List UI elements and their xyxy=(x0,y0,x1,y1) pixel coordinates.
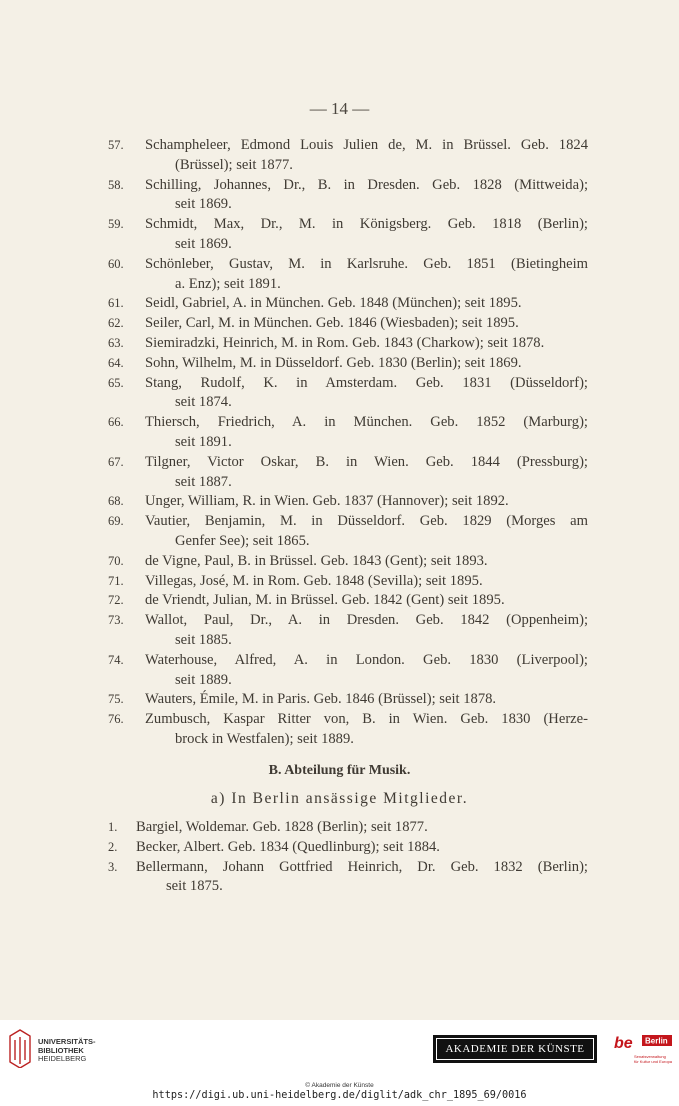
entry-line: seit 1869. xyxy=(175,235,232,252)
list-item xyxy=(108,255,588,295)
entry-text xyxy=(136,838,588,858)
svg-text:Senatsverwaltung: Senatsverwaltung xyxy=(634,1054,666,1059)
list-item xyxy=(108,334,588,354)
entry-text xyxy=(145,512,588,552)
entry-number: 65. xyxy=(108,375,124,390)
svg-text:für Kultur und Europa: für Kultur und Europa xyxy=(634,1059,673,1064)
entry-number: 75. xyxy=(108,692,124,707)
university-library-name: UNIVERSITÄTS- BIBLIOTHEK HEIDELBERG xyxy=(38,1037,96,1063)
entry-line: Wauters, Émile, M. in Paris. Geb. 1846 (Brüssel); seit 1878. xyxy=(145,691,497,708)
page-number: — 14 — xyxy=(309,99,370,118)
entry-line: Schampheleer, Edmond Louis Julien de, M. in Brüssel. Geb. 1824 xyxy=(145,137,588,153)
list-item xyxy=(108,651,588,691)
entry-text xyxy=(145,374,588,414)
entry-number: 76. xyxy=(108,712,124,727)
entry-text xyxy=(145,572,588,592)
section-heading-music: B. Abteilung für Musik. xyxy=(268,763,411,778)
entry-text xyxy=(145,314,588,334)
entry-text xyxy=(145,552,588,572)
entry-number: 72. xyxy=(108,593,124,608)
list-item xyxy=(108,838,588,858)
entry-number: 70. xyxy=(108,553,124,568)
member-list-art xyxy=(108,136,588,750)
list-item xyxy=(108,413,588,453)
entry-number: 67. xyxy=(108,454,124,469)
entry-number: 2. xyxy=(108,839,118,854)
entry-line: (Brüssel); seit 1877. xyxy=(175,156,293,173)
subsection-heading-berlin-members: a) In Berlin ansässige Mitglieder. xyxy=(210,790,469,807)
entry-line: seit 1885. xyxy=(175,631,232,648)
entry-number: 1. xyxy=(108,820,118,834)
entry-number: 3. xyxy=(108,859,118,874)
entry-number: 61. xyxy=(108,296,124,311)
entry-line: seit 1887. xyxy=(175,473,232,490)
list-item xyxy=(108,818,588,838)
list-item xyxy=(108,215,588,255)
list-item xyxy=(108,858,588,898)
entry-line: Siemiradzki, Heinrich, M. in Rom. Geb. 1843 (Charkow); seit 1878. xyxy=(145,334,545,351)
list-item xyxy=(108,294,588,314)
entry-line: de Vigne, Paul, B. in Brüssel. Geb. 1843 (Gent); seit 1893. xyxy=(145,552,488,569)
entry-text xyxy=(145,651,588,691)
entry-text xyxy=(145,215,588,255)
entry-line: seit 1875. xyxy=(166,878,223,895)
entry-text xyxy=(145,453,588,493)
entry-line: seit 1869. xyxy=(175,196,232,213)
entry-line: Schilling, Johannes, Dr., B. in Dresden. Geb. 1828 (Mittweida); xyxy=(145,176,588,193)
entry-text xyxy=(145,492,588,512)
svg-text:Berlin: Berlin xyxy=(645,1036,668,1046)
entry-number: 68. xyxy=(108,494,124,509)
list-item xyxy=(108,453,588,493)
entry-line: a. Enz); seit 1891. xyxy=(175,275,281,292)
entry-line: Wallot, Paul, Dr., A. in Dresden. Geb. 1842 (Oppenheim); xyxy=(145,612,588,629)
entry-line: Villegas, José, M. in Rom. Geb. 1848 (Sevilla); seit 1895. xyxy=(145,572,483,589)
list-item xyxy=(108,552,588,572)
entry-line: Becker, Albert. Geb. 1834 (Quedlinburg); seit 1884. xyxy=(136,838,440,855)
entry-text xyxy=(145,591,588,611)
entry-line: brock in Westfalen); seit 1889. xyxy=(175,730,354,747)
list-item xyxy=(108,512,588,552)
entry-number: 63. xyxy=(108,335,124,350)
entry-line: Tilgner, Victor Oskar, B. in Wien. Geb. 1844 (Pressburg); xyxy=(145,453,588,470)
entry-line: Zumbusch, Kaspar Ritter von, B. in Wien. Geb. 1830 (Herze- xyxy=(145,711,588,728)
list-item xyxy=(108,690,588,710)
entry-line: Thiersch, Friedrich, A. in München. Geb. 1852 (Marburg); xyxy=(145,414,588,431)
list-item xyxy=(108,492,588,512)
entry-line: seit 1891. xyxy=(175,433,232,450)
academy-logo[interactable] xyxy=(433,1035,597,1063)
entry-number: 69. xyxy=(108,514,124,529)
list-item xyxy=(108,611,588,651)
entry-text xyxy=(145,690,588,710)
university-library-logo-icon[interactable] xyxy=(6,1028,34,1068)
entry-text xyxy=(136,858,588,898)
entry-number: 58. xyxy=(108,177,124,192)
list-item xyxy=(108,314,588,334)
list-item xyxy=(108,710,588,750)
entry-number: 60. xyxy=(108,256,124,271)
entry-text xyxy=(145,136,588,176)
entry-text xyxy=(145,611,588,651)
list-item xyxy=(108,136,588,176)
entry-text xyxy=(145,176,588,216)
source-url-link[interactable]: https://digi.ub.uni-heidelberg.de/diglit/adk_chr_1895_69/0016 xyxy=(152,1090,527,1101)
list-item xyxy=(108,572,588,592)
entry-text xyxy=(145,334,588,354)
entry-line: Vautier, Benjamin, M. in Düsseldorf. Geb. 1829 (Morges am xyxy=(145,513,588,530)
entry-number: 71. xyxy=(108,573,124,588)
entry-text xyxy=(145,354,588,374)
entry-text xyxy=(136,818,588,838)
entry-line: seit 1889. xyxy=(175,671,232,688)
entry-text xyxy=(145,255,588,295)
entry-line: Seiler, Carl, M. in München. Geb. 1846 (Wiesbaden); seit 1895. xyxy=(145,315,519,332)
entry-line: Schmidt, Max, Dr., M. in Königsberg. Geb. 1818 (Berlin); xyxy=(145,216,588,233)
entry-number: 59. xyxy=(108,217,124,232)
entry-line: Bellermann, Johann Gottfried Heinrich, Dr. Geb. 1832 (Berlin); xyxy=(136,858,588,875)
list-item xyxy=(108,176,588,216)
entry-number: 64. xyxy=(108,355,124,370)
academy-label: AKADEMIE DER KÜNSTE xyxy=(436,1038,594,1060)
copyright-notice: © Akademie der Künste xyxy=(305,1082,374,1089)
entry-number: 62. xyxy=(108,316,124,331)
entry-text xyxy=(145,710,588,750)
list-item xyxy=(108,591,588,611)
list-item xyxy=(108,354,588,374)
entry-line: seit 1874. xyxy=(175,394,232,411)
list-item xyxy=(108,374,588,414)
entry-line: Waterhouse, Alfred, A. in London. Geb. 1830 (Liverpool); xyxy=(145,651,588,668)
entry-number: 73. xyxy=(108,613,124,628)
member-list-music xyxy=(108,818,588,897)
entry-number: 74. xyxy=(108,652,124,667)
svg-text:be: be xyxy=(614,1035,633,1052)
entry-number: 57. xyxy=(108,138,124,152)
entry-line: Schönleber, Gustav, M. in Karlsruhe. Geb. 1851 (Bietingheim xyxy=(145,255,588,272)
entry-text xyxy=(145,413,588,453)
entry-line: Bargiel, Woldemar. Geb. 1828 (Berlin); seit 1877. xyxy=(136,819,428,835)
berlin-logo-icon[interactable] xyxy=(614,1032,674,1070)
entry-line: Sohn, Wilhelm, M. in Düsseldorf. Geb. 1830 (Berlin); seit 1869. xyxy=(145,354,522,371)
entry-line: Genfer See); seit 1865. xyxy=(175,532,310,549)
entry-line: Stang, Rudolf, K. in Amsterdam. Geb. 1831 (Düsseldorf); xyxy=(145,374,588,391)
entry-number: 66. xyxy=(108,415,124,430)
entry-text xyxy=(145,294,588,314)
entry-line: Seidl, Gabriel, A. in München. Geb. 1848 (München); seit 1895. xyxy=(145,295,522,312)
entry-line: de Vriendt, Julian, M. in Brüssel. Geb. 1842 (Gent) seit 1895. xyxy=(145,592,505,609)
entry-line: Unger, William, R. in Wien. Geb. 1837 (Hannover); seit 1892. xyxy=(145,493,509,510)
